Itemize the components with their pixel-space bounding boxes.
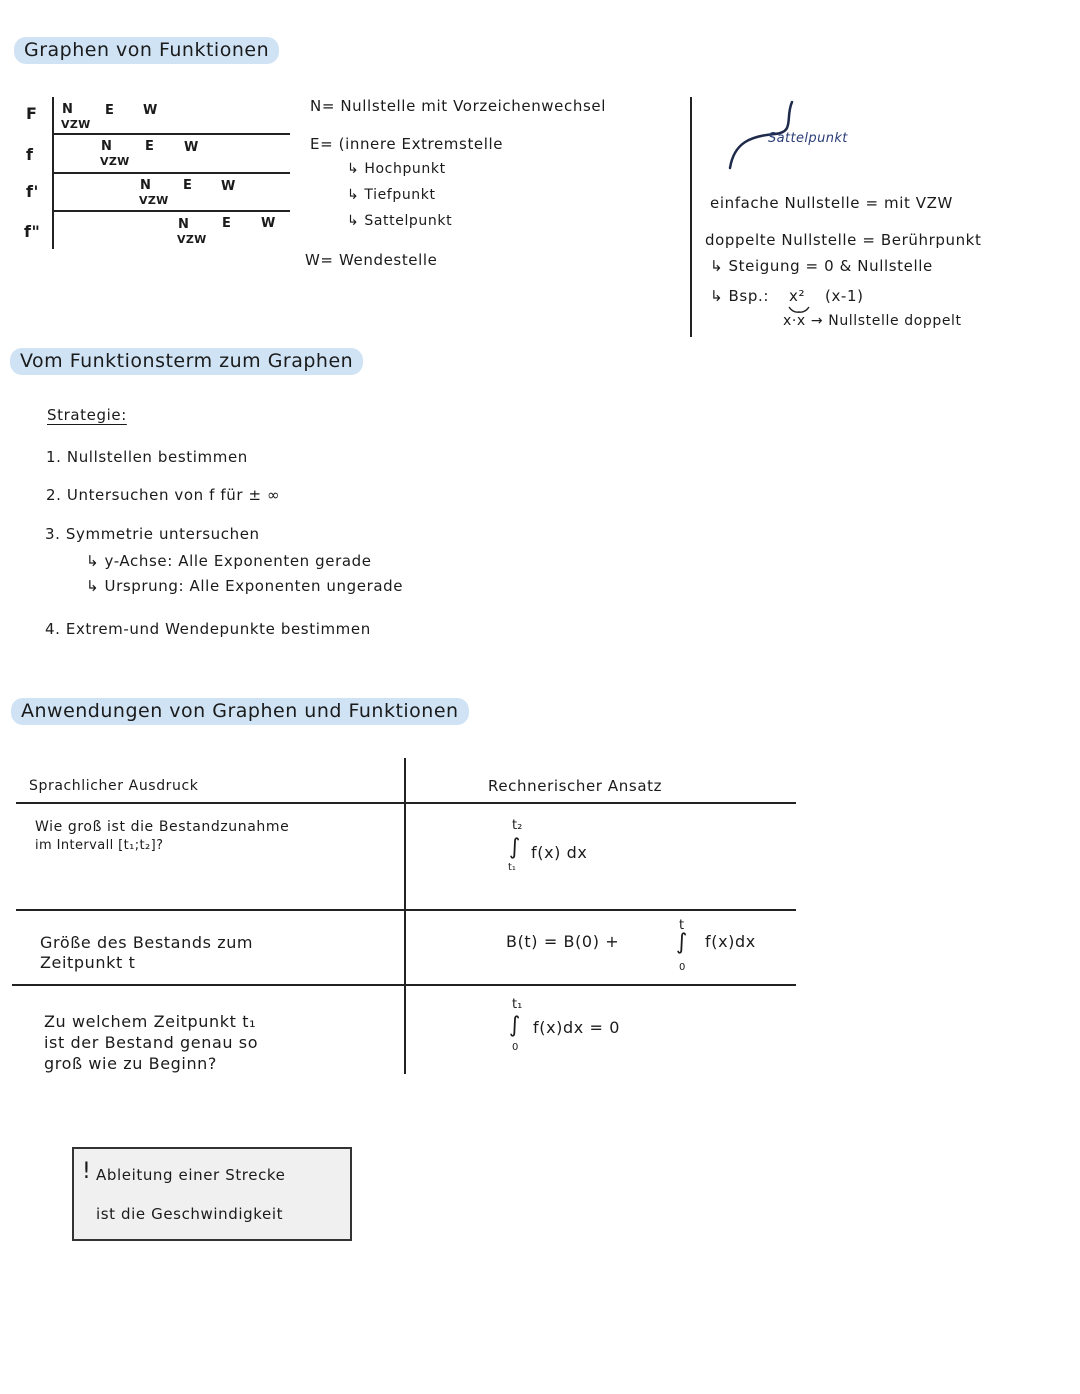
bsp-factor: (x-1) (825, 287, 864, 305)
cell-e: E (222, 216, 232, 231)
integral-sign-icon: ∫ (676, 930, 688, 955)
bsp-expr: x² (789, 287, 806, 305)
section-heading-graphen: Graphen von Funktionen (14, 37, 279, 64)
cell-vzw: VZW (177, 233, 207, 246)
cell-w: W (221, 179, 236, 194)
cell-w: W (143, 103, 158, 118)
col-header-right: Rechnerischer Ansatz (488, 777, 663, 795)
strategy-step: 2. Untersuchen von f für ± ∞ (46, 486, 281, 504)
app-table-header-line (16, 802, 796, 804)
legend-e-item: ↳ Hochpunkt (347, 161, 446, 177)
row2-upper-limit: t (679, 918, 685, 933)
row-label-f2: f" (24, 222, 41, 241)
row1-left-line: im Intervall [t₁;t₂]? (35, 838, 164, 853)
row-label-f: f (26, 145, 34, 164)
legend-e: E= (innere Extremstelle (310, 135, 504, 153)
strategy-substep: ↳ y-Achse: Alle Exponenten gerade (86, 552, 372, 570)
note-line-1: Ableitung einer Strecke (96, 1166, 286, 1184)
legend-e-item: ↳ Sattelpunkt (347, 213, 453, 229)
strategy-label: Strategie: (47, 406, 127, 424)
integral-sign-icon: ∫ (509, 835, 521, 860)
row-label-f1: f' (26, 182, 40, 201)
bsp-prefix: ↳ Bsp.: (710, 287, 769, 305)
table-hline-2 (54, 172, 290, 174)
row2-integrand: f(x)dx (705, 932, 756, 951)
cell-e: E (183, 178, 193, 193)
cell-w: W (184, 140, 199, 155)
row2-left-line: Größe des Bestands zum (40, 933, 254, 952)
cell-e: E (105, 103, 115, 118)
cell-w: W (261, 216, 276, 231)
col-header-left: Sprachlicher Ausdruck (29, 778, 199, 794)
strategy-step: 3. Symmetrie untersuchen (45, 525, 260, 543)
einfache-nullstelle: einfache Nullstelle = mit VZW (710, 194, 953, 212)
row-label-F: F (26, 104, 38, 123)
saddle-point-label: Sattelpunkt (768, 131, 848, 146)
row3-integrand: f(x)dx = 0 (533, 1018, 620, 1037)
cell-n: N (101, 139, 113, 154)
steigung-note: ↳ Steigung = 0 & Nullstelle (710, 257, 933, 275)
row1-upper-limit: t₂ (512, 818, 523, 833)
bsp-note: x·x → Nullstelle doppelt (783, 313, 962, 329)
app-table-line-1 (16, 909, 796, 911)
legend-w: W= Wendestelle (305, 251, 438, 269)
note-line-2: ist die Geschwindigkeit (96, 1205, 284, 1223)
row2-left-line: Zeitpunkt t (40, 953, 136, 972)
row3-upper-limit: t₁ (512, 997, 523, 1012)
legend-e-item: ↳ Tiefpunkt (347, 187, 436, 203)
app-table-vertical (404, 758, 406, 1074)
row1-left-line: Wie groß ist die Bestandzunahme (35, 819, 290, 835)
cell-e: E (145, 139, 155, 154)
row2-lower-limit: 0 (679, 962, 686, 973)
table-hline-3 (54, 210, 290, 212)
integral-sign-icon: ∫ (509, 1013, 521, 1038)
row2-prefix: B(t) = B(0) + (506, 932, 620, 951)
cell-n: N (140, 178, 152, 193)
note-box (72, 1147, 352, 1241)
row3-left-line: groß wie zu Beginn? (44, 1054, 218, 1073)
row3-left-line: ist der Bestand genau so (44, 1033, 259, 1052)
section-heading-funktionsterm: Vom Funktionsterm zum Graphen (10, 348, 363, 375)
legend-n: N= Nullstelle mit Vorzeichenwechsel (310, 97, 606, 115)
section1-divider (690, 97, 692, 337)
doppelte-nullstelle: doppelte Nullstelle = Berührpunkt (705, 231, 982, 249)
table-hline-1 (54, 133, 290, 135)
strategy-substep: ↳ Ursprung: Alle Exponenten ungerade (86, 577, 404, 595)
row1-integrand: f(x) dx (531, 843, 588, 862)
row1-lower-limit: t₁ (508, 862, 516, 873)
exclamation-icon: ! (82, 1159, 91, 1184)
cell-vzw: VZW (100, 155, 130, 168)
strategy-step: 4. Extrem-und Wendepunkte bestimmen (45, 620, 371, 638)
row3-lower-limit: 0 (512, 1042, 519, 1053)
section-heading-anwendungen: Anwendungen von Graphen und Funktionen (11, 698, 469, 725)
cell-n: N (62, 102, 74, 117)
row3-left-line: Zu welchem Zeitpunkt t₁ (44, 1012, 257, 1031)
strategy-step: 1. Nullstellen bestimmen (46, 448, 248, 466)
cell-vzw: VZW (139, 194, 169, 207)
cell-n: N (178, 217, 190, 232)
cell-vzw: VZW (61, 118, 91, 131)
app-table-line-2 (12, 984, 796, 986)
